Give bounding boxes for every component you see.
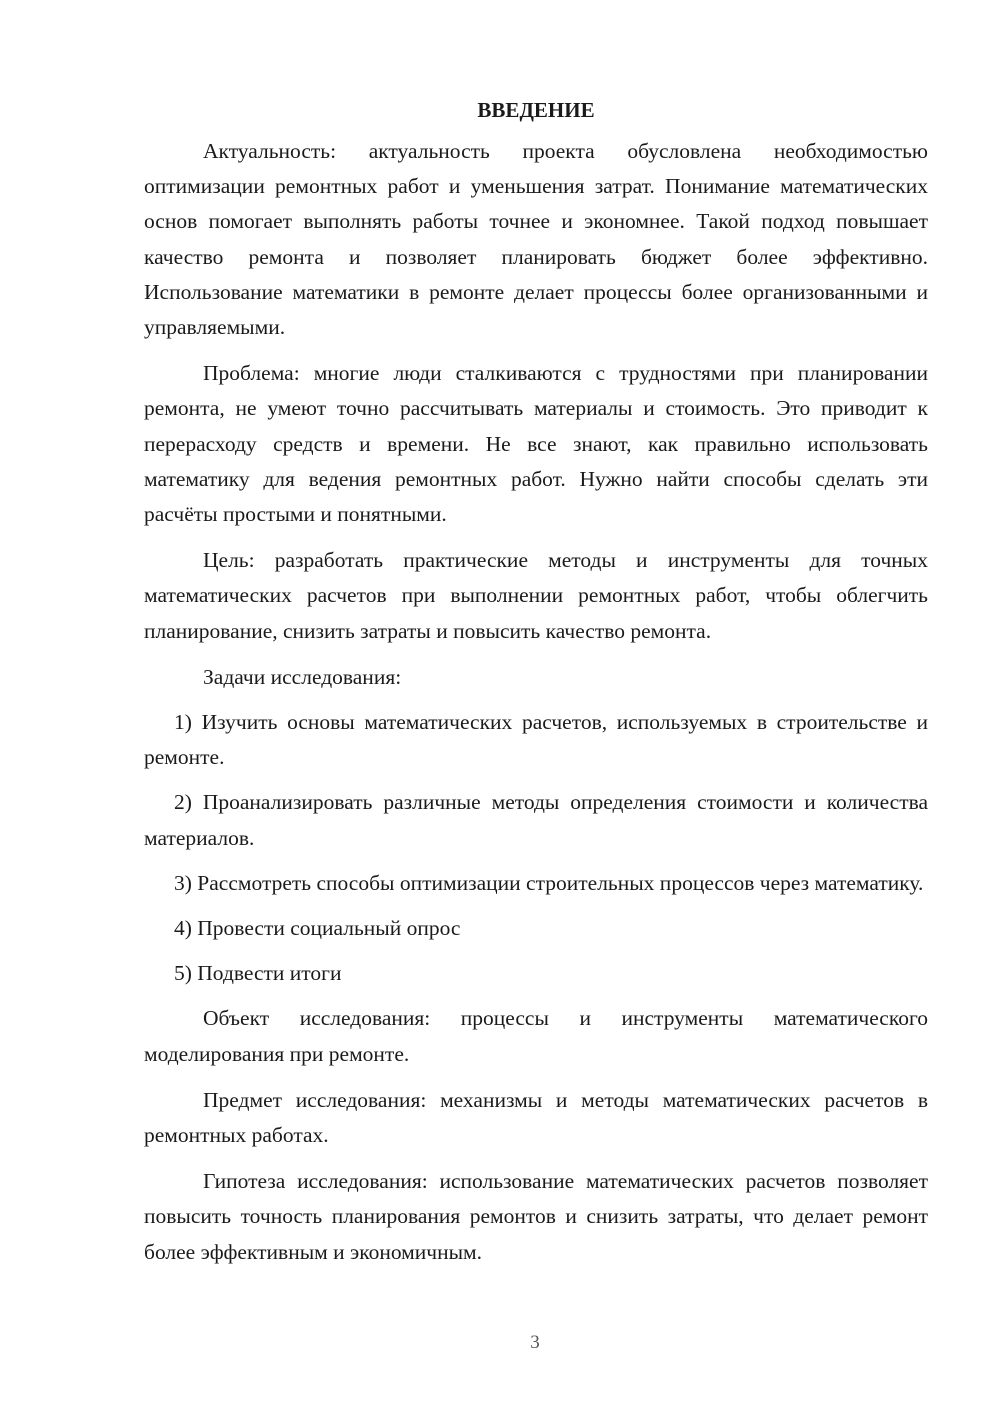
paragraph-problem: Проблема: многие люди сталкиваются с трудностями при планировании ремонта, не умеют точно рассчитывать материалы и стоимость. Это приводит к перерасходу средств и времени. Не все знают, как правильно использовать математику для ведения ремонтных работ. Нужно найти способы сделать эти расчёты простыми и понятными.: [144, 361, 928, 527]
paragraph-object: Объект исследования: процессы и инструменты математического моделирования при ремонте.: [144, 1006, 928, 1066]
page-number: 3: [530, 1332, 540, 1353]
list-item: 1) Изучить основы математических расчетов, используемых в строительстве и ремонте.: [144, 710, 928, 770]
paragraph-subject: Предмет исследования: механизмы и методы математических расчетов в ремонтных работах.: [144, 1087, 928, 1148]
paragraph-goal: Цель: разработать практические методы и инструменты для точных математических расчетов при выполнении ремонтных работ, чтобы облегчить планирование, снизить затраты и повысить качество ремонта.: [144, 548, 928, 643]
tasks-list: [144, 705, 928, 991]
tasks-heading: Задачи исследования:: [203, 664, 402, 689]
document-page: [144, 90, 928, 1281]
list-item: 3) Рассмотреть способы оптимизации строительных процессов через математику.: [174, 870, 924, 895]
list-item: 4) Провести социальный опрос: [174, 916, 461, 941]
paragraph-hypothesis: Гипотеза исследования: использование математических расчетов позволяет повысить точность планирования ремонтов и снизить затраты, что делает ремонт более эффективным и экономичным.: [144, 1169, 928, 1264]
list-item: 5) Подвести итоги: [174, 961, 342, 986]
list-item: 2) Проанализировать различные методы определения стоимости и количества материалов.: [144, 790, 928, 850]
page-title: ВВЕДЕНИЕ: [477, 98, 595, 122]
paragraph-relevance: Актуальность: актуальность проекта обусловлена необходимостью оптимизации ремонтных работ и уменьшения затрат. Понимание математических основ помогает выполнять работы точнее и экономнее. Такой подход повышает качество ремонта и позволяет планировать бюджет более эффективно. Использование математики в ремонте делает процессы более организованными и управляемыми.: [144, 139, 928, 340]
